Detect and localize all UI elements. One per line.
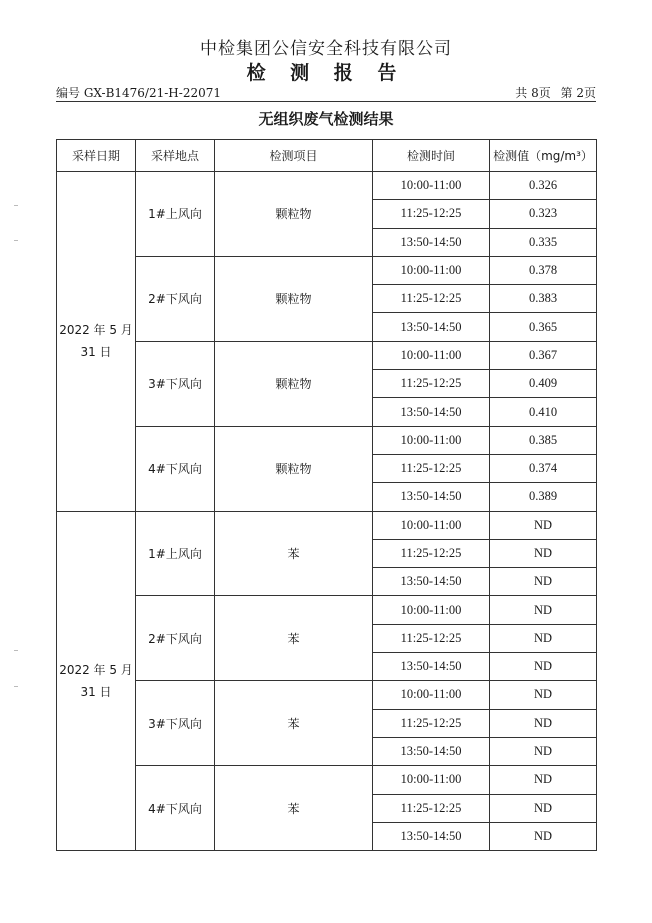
report-number: 编号 GX-B1476/21-H-22071 [56,86,221,100]
test-time-cell: 10:00-11:00 [373,341,490,369]
test-item-cell: 苯 [215,766,373,851]
sampling-location-cell: 4#下风向 [136,426,215,511]
table-row [57,681,597,709]
test-item-cell: 颗粒物 [215,256,373,341]
test-value-cell: 0.367 [490,341,597,369]
test-time-cell: 13:50-14:50 [373,653,490,681]
total-pages: 共 8页 [515,86,551,100]
test-time-cell: 13:50-14:50 [373,313,490,341]
test-value-cell: ND [490,539,597,567]
test-time-cell: 13:50-14:50 [373,483,490,511]
test-time-cell: 11:25-12:25 [373,539,490,567]
test-value-cell: 0.389 [490,483,597,511]
test-value-cell: 0.323 [490,200,597,228]
sampling-location-cell: 2#下风向 [136,256,215,341]
test-value-cell: ND [490,822,597,850]
test-item-cell: 颗粒物 [215,172,373,257]
margin-mark [14,686,18,687]
test-value-cell: 0.385 [490,426,597,454]
test-value-cell: 0.335 [490,228,597,256]
test-time-cell: 11:25-12:25 [373,285,490,313]
test-item-cell: 苯 [215,511,373,596]
test-time-cell: 13:50-14:50 [373,228,490,256]
table-row [57,426,597,454]
sampling-location-cell: 2#下风向 [136,596,215,681]
col-header-location: 采样地点 [136,140,215,172]
test-time-cell: 10:00-11:00 [373,426,490,454]
test-time-cell: 10:00-11:00 [373,596,490,624]
table-row [57,172,597,200]
sampling-date-cell: 2022 年 5 月 31 日 [57,511,136,851]
test-time-cell: 10:00-11:00 [373,511,490,539]
test-time-cell: 11:25-12:25 [373,709,490,737]
table-row [57,341,597,369]
test-value-cell: ND [490,709,597,737]
margin-mark [14,240,18,241]
table-row [57,256,597,284]
test-time-cell: 10:00-11:00 [373,681,490,709]
test-time-cell: 13:50-14:50 [373,822,490,850]
test-item-cell: 苯 [215,681,373,766]
col-header-item: 检测项目 [215,140,373,172]
test-time-cell: 11:25-12:25 [373,370,490,398]
col-header-value: 检测值（mg/m³） [490,140,597,172]
test-item-cell: 颗粒物 [215,426,373,511]
col-header-date: 采样日期 [57,140,136,172]
test-time-cell: 11:25-12:25 [373,200,490,228]
company-name: 中检集团公信安全科技有限公司 [200,39,452,59]
test-value-cell: 0.374 [490,454,597,482]
current-page: 第 2页 [560,86,596,100]
test-time-cell: 10:00-11:00 [373,766,490,794]
test-value-cell: ND [490,596,597,624]
test-item-cell: 颗粒物 [215,341,373,426]
test-value-cell: ND [490,794,597,822]
test-value-cell: 0.410 [490,398,597,426]
test-time-cell: 13:50-14:50 [373,568,490,596]
test-time-cell: 10:00-11:00 [373,172,490,200]
table-body [57,172,597,851]
table-row [57,596,597,624]
sampling-location-cell: 1#上风向 [136,172,215,257]
test-time-cell: 13:50-14:50 [373,737,490,765]
col-header-time: 检测时间 [373,140,490,172]
test-value-cell: ND [490,511,597,539]
sampling-date-cell: 2022 年 5 月 31 日 [57,172,136,512]
test-time-cell: 11:25-12:25 [373,624,490,652]
test-value-cell: 0.365 [490,313,597,341]
test-value-cell: 0.383 [490,285,597,313]
test-value-cell: 0.378 [490,256,597,284]
table-row [57,766,597,794]
sampling-location-cell: 4#下风向 [136,766,215,851]
sampling-location-cell: 3#下风向 [136,681,215,766]
test-value-cell: 0.409 [490,370,597,398]
test-time-cell: 11:25-12:25 [373,454,490,482]
margin-mark [14,205,18,206]
results-table [56,139,597,851]
test-item-cell: 苯 [215,596,373,681]
test-value-cell: 0.326 [490,172,597,200]
margin-mark [14,650,18,651]
test-value-cell: ND [490,653,597,681]
sampling-location-cell: 3#下风向 [136,341,215,426]
header-divider [56,101,596,102]
test-value-cell: ND [490,681,597,709]
test-time-cell: 13:50-14:50 [373,398,490,426]
test-time-cell: 11:25-12:25 [373,794,490,822]
sampling-location-cell: 1#上风向 [136,511,215,596]
test-value-cell: ND [490,624,597,652]
table-row [57,511,597,539]
test-time-cell: 10:00-11:00 [373,256,490,284]
test-value-cell: ND [490,568,597,596]
test-value-cell: ND [490,737,597,765]
table-title: 无组织废气检测结果 [258,110,394,128]
test-value-cell: ND [490,766,597,794]
report-title: 检 测 报 告 [246,62,406,84]
table-header-row [57,140,597,172]
page-info [509,84,596,101]
report-meta-row [56,84,596,102]
